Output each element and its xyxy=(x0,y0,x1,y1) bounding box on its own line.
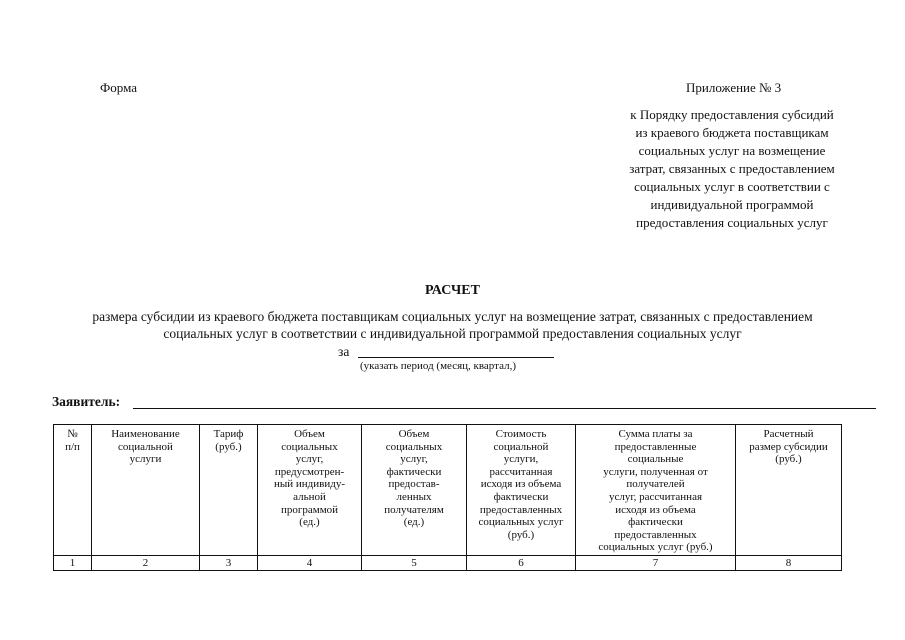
subtitle-line: размера субсидии из краевого бюджета поставщикам социальных услуг на возмещение затрат, связанных с предоставлением xyxy=(92,309,813,324)
column-number: 1 xyxy=(54,555,92,570)
column-number: 8 xyxy=(736,555,842,570)
calculation-table xyxy=(53,424,842,571)
period-prefix: за xyxy=(338,344,350,359)
column-number: 4 xyxy=(258,555,362,570)
document-subtitle xyxy=(20,308,885,342)
column-number: 5 xyxy=(362,555,467,570)
column-number: 7 xyxy=(576,555,736,570)
column-header: Объем социальных услуг, фактически предостав- ленных получателям (ед.) xyxy=(362,425,467,556)
subtitle-line: социальных услуг в соответствии с индивидуальной программой предоставления социальных услуг xyxy=(163,326,742,341)
column-header: Тариф (руб.) xyxy=(200,425,258,556)
column-header: Стоимость социальной услуги, рассчитанная исходя из объема фактически предоставленных социальных услуг (руб.) xyxy=(467,425,576,556)
appendix-line: к Порядку предоставления субсидий xyxy=(630,107,834,122)
column-number: 6 xyxy=(467,555,576,570)
applicant-field[interactable] xyxy=(133,408,876,409)
applicant-label: Заявитель: xyxy=(52,394,121,409)
column-number: 2 xyxy=(92,555,200,570)
column-header: Объем социальных услуг, предусмотрен- ный индивиду- альной программой (ед.) xyxy=(258,425,362,556)
form-label: Форма xyxy=(100,80,137,95)
column-number: 3 xyxy=(200,555,258,570)
appendix-reference xyxy=(596,106,868,232)
column-header: Сумма платы за предоставленные социальные услуги, полученная от получателей услуг, рассчитанная исходя из объема фактически предоставленных социальных услуг (руб.) xyxy=(576,425,736,556)
appendix-line: социальных услуг в соответствии с xyxy=(634,179,830,194)
appendix-line: индивидуальной программой xyxy=(650,197,814,212)
period-hint: (указать период (месяц, квартал,) xyxy=(360,360,516,372)
appendix-line: из краевого бюджета поставщикам xyxy=(635,125,829,140)
column-number-row xyxy=(54,555,842,570)
appendix-line: социальных услуг на возмещение xyxy=(638,143,826,158)
table-header-row xyxy=(54,425,842,556)
period-field[interactable] xyxy=(358,357,554,358)
appendix-line: затрат, связанных с предоставлением xyxy=(629,161,835,176)
column-header: Наименование социальной услуги xyxy=(92,425,200,556)
column-header: № п/п xyxy=(54,425,92,556)
appendix-title: Приложение № 3 xyxy=(686,80,782,95)
document-title: РАСЧЕТ xyxy=(425,283,480,298)
column-header: Расчетный размер субсидии (руб.) xyxy=(736,425,842,556)
appendix-line: предоставления социальных услуг xyxy=(636,215,828,230)
